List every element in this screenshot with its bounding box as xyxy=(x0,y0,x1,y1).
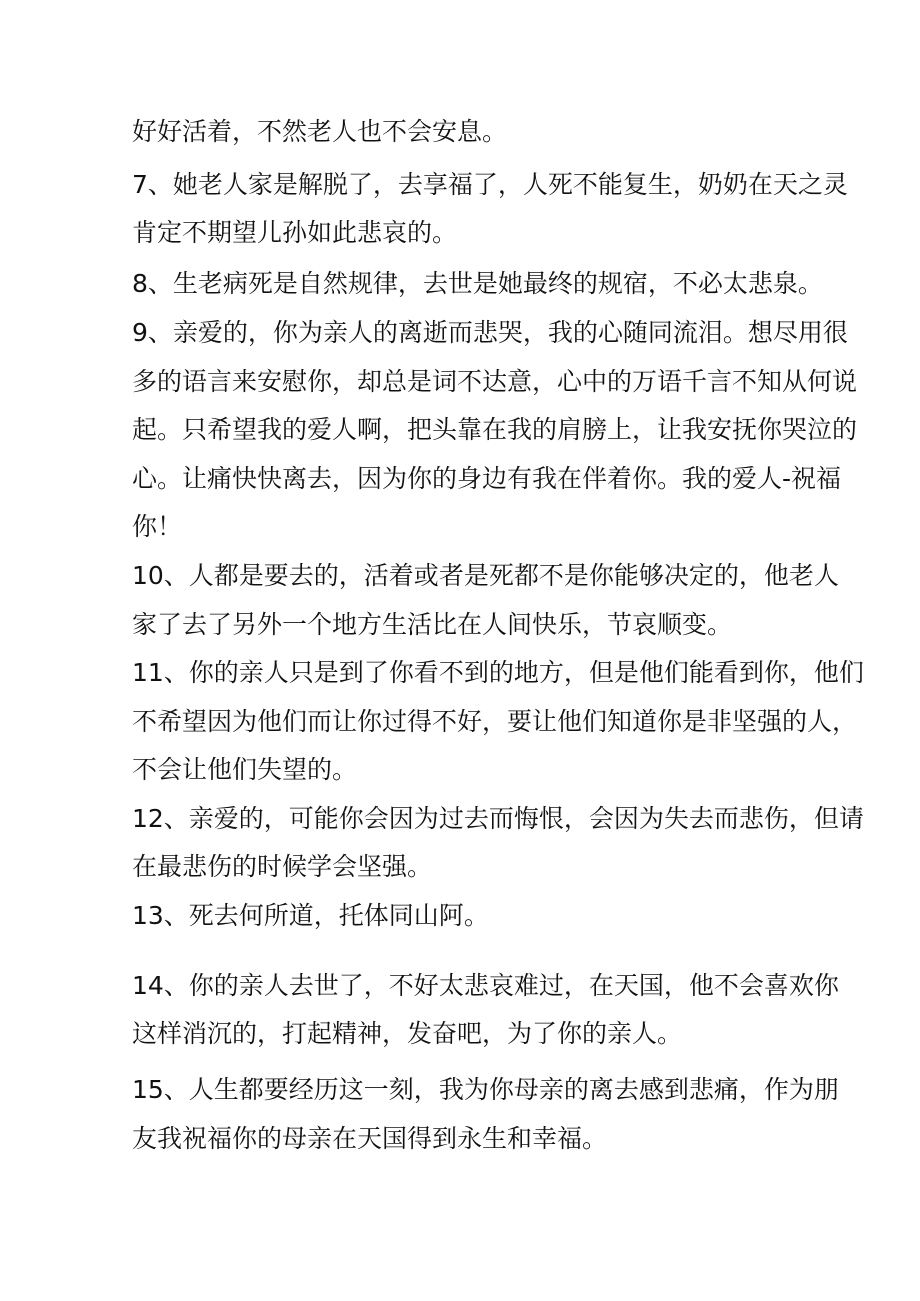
text-line: 心。让痛快快离去，因为你的身边有我在伴着你。我的爱人-祝福 xyxy=(132,464,842,493)
text-line: 不希望因为他们而让你过得不好，要让他们知道你是非坚强的人， xyxy=(132,707,858,736)
text-line: 15、人生都要经历这一刻，我为你母亲的离去感到悲痛，作为朋 xyxy=(132,1075,839,1104)
text-line: 多的语言来安慰你，却总是词不达意，心中的万语千言不知从何说 xyxy=(132,367,858,396)
text-line: 10、人都是要去的，活着或者是死都不是你能够决定的，他老人 xyxy=(132,561,839,590)
text-line: 12、亲爱的，可能你会因为过去而悔恨，会因为失去而悲伤，但请 xyxy=(132,804,864,833)
text-line: 肯定不期望儿孙如此悲哀的。 xyxy=(132,218,458,247)
text-line: 家了去了另外一个地方生活比在人间快乐，节哀顺变。 xyxy=(132,610,733,639)
text-line: 在最悲伤的时候学会坚强。 xyxy=(132,852,433,881)
text-line: 好好活着，不然老人也不会安息。 xyxy=(132,117,508,146)
text-line: 9、亲爱的，你为亲人的离逝而悲哭，我的心随同流泪。想尽用很 xyxy=(132,318,848,347)
text-line: 这样消沉的，打起精神，发奋吧，为了你的亲人。 xyxy=(132,1019,683,1048)
text-line: 你！ xyxy=(132,512,183,541)
text-line: 14、你的亲人去世了，不好太悲哀难过，在天国，他不会喜欢你 xyxy=(132,971,839,1000)
text-line: 友我祝福你的母亲在天国得到永生和幸福。 xyxy=(132,1124,608,1153)
text-line: 11、你的亲人只是到了你看不到的地方，但是他们能看到你，他们 xyxy=(132,658,864,687)
text-line: 7、她老人家是解脱了，去享福了，人死不能复生，奶奶在天之灵 xyxy=(132,170,848,199)
text-line: 不会让他们失望的。 xyxy=(132,755,358,784)
text-line: 起。只希望我的爱人啊，把头靠在我的肩膀上，让我安抚你哭泣的 xyxy=(132,415,858,444)
text-line: 13、死去何所道，托体同山阿。 xyxy=(132,901,489,930)
text-line: 8、生老病死是自然规律，去世是她最终的规宿，不必太悲泉。 xyxy=(132,269,823,298)
